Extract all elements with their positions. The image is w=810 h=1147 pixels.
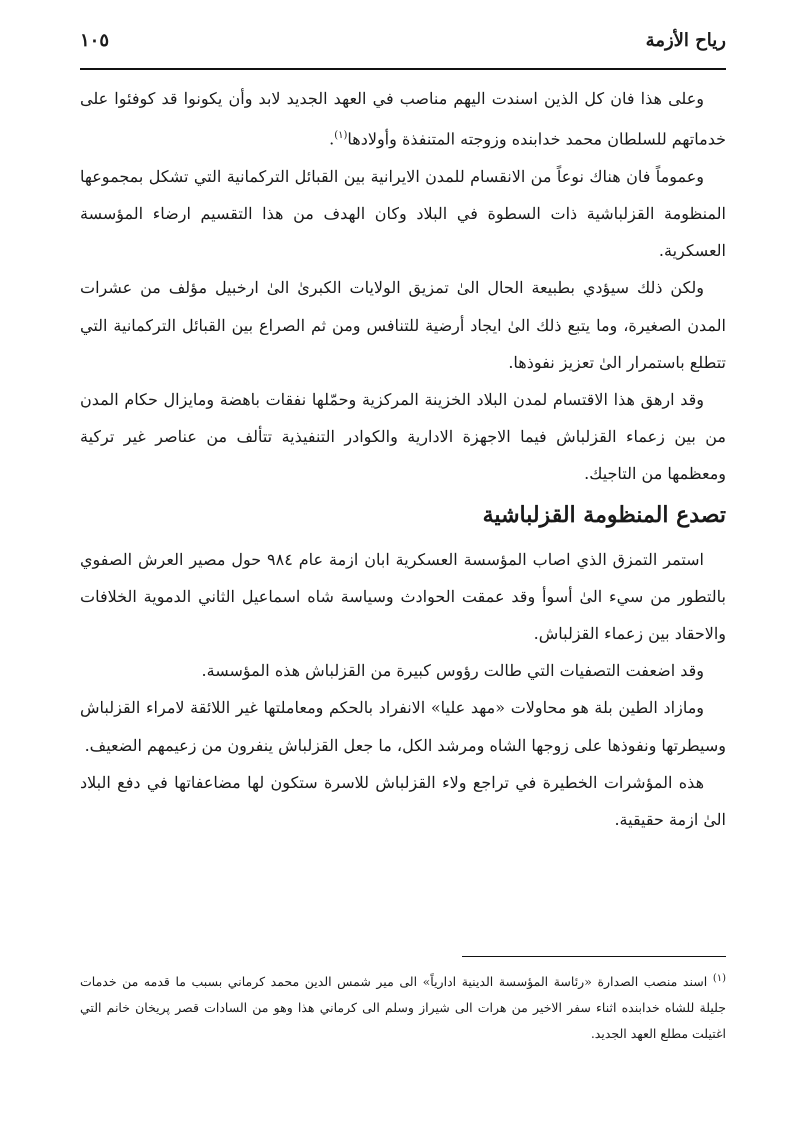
- footnote-rule: [462, 956, 726, 957]
- paragraph: وعموماً فان هناك نوعاً من الانقسام للمدن الايرانية بين القبائل التركمانية التي تشكل بمجموعها المنظومة القزلباشية ذات السطوة في البلاد وكان الهدف من هذا التقسيم ارضاء المؤسسة العسكرية.: [80, 166, 726, 261]
- paragraph: ولكن ذلك سيؤدي بطبيعة الحال الىٰ تمزيق الولايات الكبرىٰ الىٰ ارخبيل مؤلف من عشرات المدن الصغيرة، وما يتبع ذلك الىٰ ايجاد أرضية للتنافس ومن ثم الصراع بين القبائل التركمانية التي تتطلع باستمرار الىٰ تعزيز نفوذها.: [80, 278, 726, 372]
- header-rule: [80, 68, 726, 70]
- running-title: رياح الأزمة: [645, 30, 726, 51]
- paragraph: وقد ارهق هذا الاقتسام لمدن البلاد الخزينة المركزية وحمّلها نفقات باهضة ومايزال حكام المدن من بين زعماء القزلباش فيما الاجهزة الادارية والكوادر التنفيذية تتألف من عناصر غير تركية ومعظمها من التاجيك.: [80, 389, 726, 484]
- paragraph: ومازاد الطين بلة هو محاولات «مهد عليا» الانفراد بالحكم ومعاملتها غير اللائقة لامراء القزلباش وسيطرتها ونفوذها على زوجها الشاه ومرشد الكل، ما جعل القزلباش ينفرون من زعيمهم الضعيف.: [80, 698, 726, 755]
- body-text: [80, 80, 726, 838]
- footnote-marker: (١): [712, 973, 726, 984]
- paragraph: [80, 80, 726, 158]
- page-number: ١٠٥: [80, 30, 110, 51]
- footnote-reference: (١): [334, 130, 348, 142]
- paragraph: هذه المؤشرات الخطيرة في تراجع ولاء القزلباش للاسرة ستكون لها مضاعفاتها في دفع البلاد الىٰ ازمة حقيقية.: [80, 772, 726, 829]
- section-title: تصدع المنظومة القزلباشية: [482, 501, 726, 528]
- paragraph-end: .: [329, 129, 335, 149]
- paragraph-text: وعلى هذا فان كل الذين اسندت اليهم مناصب في العهد الجديد لابد وأن يكونوا قد كوفئوا على خدماتهم للسلطان محمد خدابنده وزوجته المتنفذة وأولادها: [80, 89, 726, 149]
- paragraph: وقد اضعفت التصفيات التي طالت رؤوس كبيرة من القزلباش هذه المؤسسة.: [201, 661, 704, 681]
- footnote: [80, 966, 726, 1047]
- paragraph: استمر التمزق الذي اصاب المؤسسة العسكرية ابان ازمة عام ٩٨٤ حول مصير العرش الصفوي بالتطور من سيء الىٰ أسوأ وقد عمقت الحوادث وسياسة شاه اسماعيل الثاني الدموية الخلافات والاحقاد بين زعماء القزلباش.: [80, 549, 726, 643]
- footnote-text: اسند منصب الصدارة «رئاسة المؤسسة الدينية ادارياً» الى مير شمس الدين محمد كرماني بسبب ما قدمه من خدمات جليلة للشاه خدابنده اثناء سفر الاخير من هرات الى شيراز وسلم الى كرماني هذا وهو من السادات قصر پريخان خانم التي اغتيلت مطلع العهد الجديد.: [80, 974, 726, 1042]
